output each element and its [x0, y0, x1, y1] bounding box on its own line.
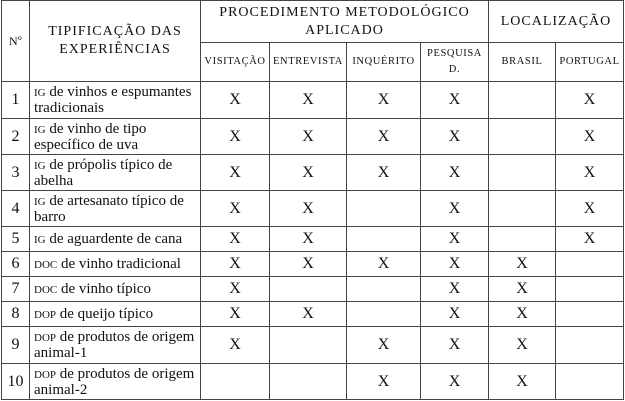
table-row	[2, 191, 624, 227]
experience-text: de própolis típico de abelha	[34, 156, 173, 189]
row-number: 2	[2, 119, 30, 155]
cell-visitacao: X	[201, 227, 270, 252]
cell-brasil: X	[489, 364, 556, 400]
experience-type-abbr: ig	[34, 84, 46, 100]
cell-inquerito: X	[347, 82, 421, 119]
cell-brasil	[489, 155, 556, 191]
cell-pesquisa: X	[421, 302, 489, 327]
cell-portugal	[556, 277, 624, 302]
cell-entrevista	[270, 277, 347, 302]
cell-portugal: X	[556, 155, 624, 191]
experience-description	[30, 191, 201, 227]
cell-visitacao: X	[201, 252, 270, 277]
cell-visitacao: X	[201, 277, 270, 302]
cell-entrevista: X	[270, 227, 347, 252]
experience-description	[30, 155, 201, 191]
table-row	[2, 277, 624, 302]
cell-visitacao: X	[201, 119, 270, 155]
table-row	[2, 327, 624, 364]
table-row	[2, 119, 624, 155]
experience-text: de queijo típico	[56, 306, 154, 322]
header-visitacao: VISITAÇÃO	[201, 43, 270, 82]
experience-text: de produtos de origem animal-1	[34, 329, 195, 361]
cell-inquerito: X	[347, 155, 421, 191]
experience-type-abbr: ig	[34, 156, 46, 173]
row-number: 9	[2, 327, 30, 364]
cell-entrevista	[270, 327, 347, 364]
header-localizacao: LOCALIZAÇÃO	[489, 1, 624, 43]
table-row	[2, 364, 624, 400]
experience-text: de vinho típico	[57, 281, 151, 297]
cell-entrevista	[270, 364, 347, 400]
experience-description	[30, 302, 201, 327]
experience-type-abbr: dop	[34, 365, 57, 382]
cell-portugal	[556, 327, 624, 364]
cell-brasil: X	[489, 252, 556, 277]
cell-inquerito: X	[347, 364, 421, 400]
experience-description	[30, 82, 201, 119]
header-portugal: PORTUGAL	[556, 43, 624, 82]
row-number: 7	[2, 277, 30, 302]
cell-inquerito: X	[347, 327, 421, 364]
cell-brasil	[489, 82, 556, 119]
cell-portugal	[556, 302, 624, 327]
cell-entrevista: X	[270, 82, 347, 119]
cell-inquerito: X	[347, 252, 421, 277]
row-number: 4	[2, 191, 30, 227]
header-pesquisa-d: PESQUISA D.	[421, 43, 489, 82]
cell-entrevista: X	[270, 252, 347, 277]
cell-pesquisa: X	[421, 227, 489, 252]
experience-type-abbr: doc	[34, 256, 58, 272]
cell-brasil	[489, 119, 556, 155]
table-row	[2, 82, 624, 119]
header-inquerito: INQUÉRITO	[347, 43, 421, 82]
experience-type-abbr: dop	[34, 306, 57, 322]
experience-type-abbr: ig	[34, 120, 46, 137]
header-entrevista: ENTREVISTA	[270, 43, 347, 82]
row-number: 10	[2, 364, 30, 400]
cell-pesquisa: X	[421, 82, 489, 119]
cell-portugal	[556, 252, 624, 277]
cell-inquerito	[347, 227, 421, 252]
experience-description	[30, 277, 201, 302]
experience-type-abbr: dop	[34, 329, 57, 345]
experience-text: de artesanato típico de barro	[34, 192, 184, 225]
row-number: 1	[2, 82, 30, 119]
header-tipificacao: TIPIFICAÇÃO DAS EXPERIÊNCIAS	[30, 1, 201, 82]
header-no: Nº	[2, 1, 30, 82]
experience-description	[30, 327, 201, 364]
row-number: 3	[2, 155, 30, 191]
row-number: 6	[2, 252, 30, 277]
cell-pesquisa: X	[421, 327, 489, 364]
experience-text: de vinho tradicional	[57, 256, 181, 272]
cell-entrevista: X	[270, 119, 347, 155]
experiences-table	[1, 0, 624, 400]
cell-pesquisa: X	[421, 155, 489, 191]
cell-pesquisa: X	[421, 119, 489, 155]
table-row	[2, 227, 624, 252]
cell-entrevista: X	[270, 302, 347, 327]
cell-portugal	[556, 364, 624, 400]
cell-visitacao: X	[201, 302, 270, 327]
cell-portugal: X	[556, 227, 624, 252]
table-row	[2, 155, 624, 191]
experience-type-abbr: doc	[34, 281, 58, 297]
header-procedimento: PROCEDIMENTO METODOLÓGICO APLICADO	[201, 1, 489, 43]
cell-entrevista: X	[270, 155, 347, 191]
cell-pesquisa: X	[421, 364, 489, 400]
experience-description	[30, 119, 201, 155]
row-number: 8	[2, 302, 30, 327]
cell-portugal: X	[556, 119, 624, 155]
experience-type-abbr: ig	[34, 231, 46, 247]
cell-brasil: X	[489, 327, 556, 364]
cell-pesquisa: X	[421, 277, 489, 302]
experience-description	[30, 227, 201, 252]
cell-inquerito	[347, 191, 421, 227]
cell-visitacao	[201, 364, 270, 400]
experience-text: de vinhos e espumantes tradicionais	[34, 84, 192, 116]
cell-visitacao: X	[201, 155, 270, 191]
cell-portugal: X	[556, 82, 624, 119]
cell-visitacao: X	[201, 191, 270, 227]
experience-text: de produtos de origem animal-2	[34, 365, 195, 398]
experience-text: de vinho de tipo específico de uva	[34, 120, 147, 153]
header-brasil: BRASIL	[489, 43, 556, 82]
cell-inquerito	[347, 302, 421, 327]
cell-pesquisa: X	[421, 191, 489, 227]
experience-description	[30, 364, 201, 400]
cell-inquerito	[347, 277, 421, 302]
cell-brasil: X	[489, 302, 556, 327]
experience-type-abbr: ig	[34, 192, 46, 209]
experience-description	[30, 252, 201, 277]
cell-brasil	[489, 191, 556, 227]
table-row	[2, 252, 624, 277]
cell-portugal: X	[556, 191, 624, 227]
cell-entrevista: X	[270, 191, 347, 227]
cell-inquerito: X	[347, 119, 421, 155]
cell-brasil	[489, 227, 556, 252]
experience-text: de aguardente de cana	[45, 231, 183, 247]
cell-visitacao: X	[201, 327, 270, 364]
cell-visitacao: X	[201, 82, 270, 119]
row-number: 5	[2, 227, 30, 252]
cell-brasil: X	[489, 277, 556, 302]
cell-pesquisa: X	[421, 252, 489, 277]
table-row	[2, 302, 624, 327]
